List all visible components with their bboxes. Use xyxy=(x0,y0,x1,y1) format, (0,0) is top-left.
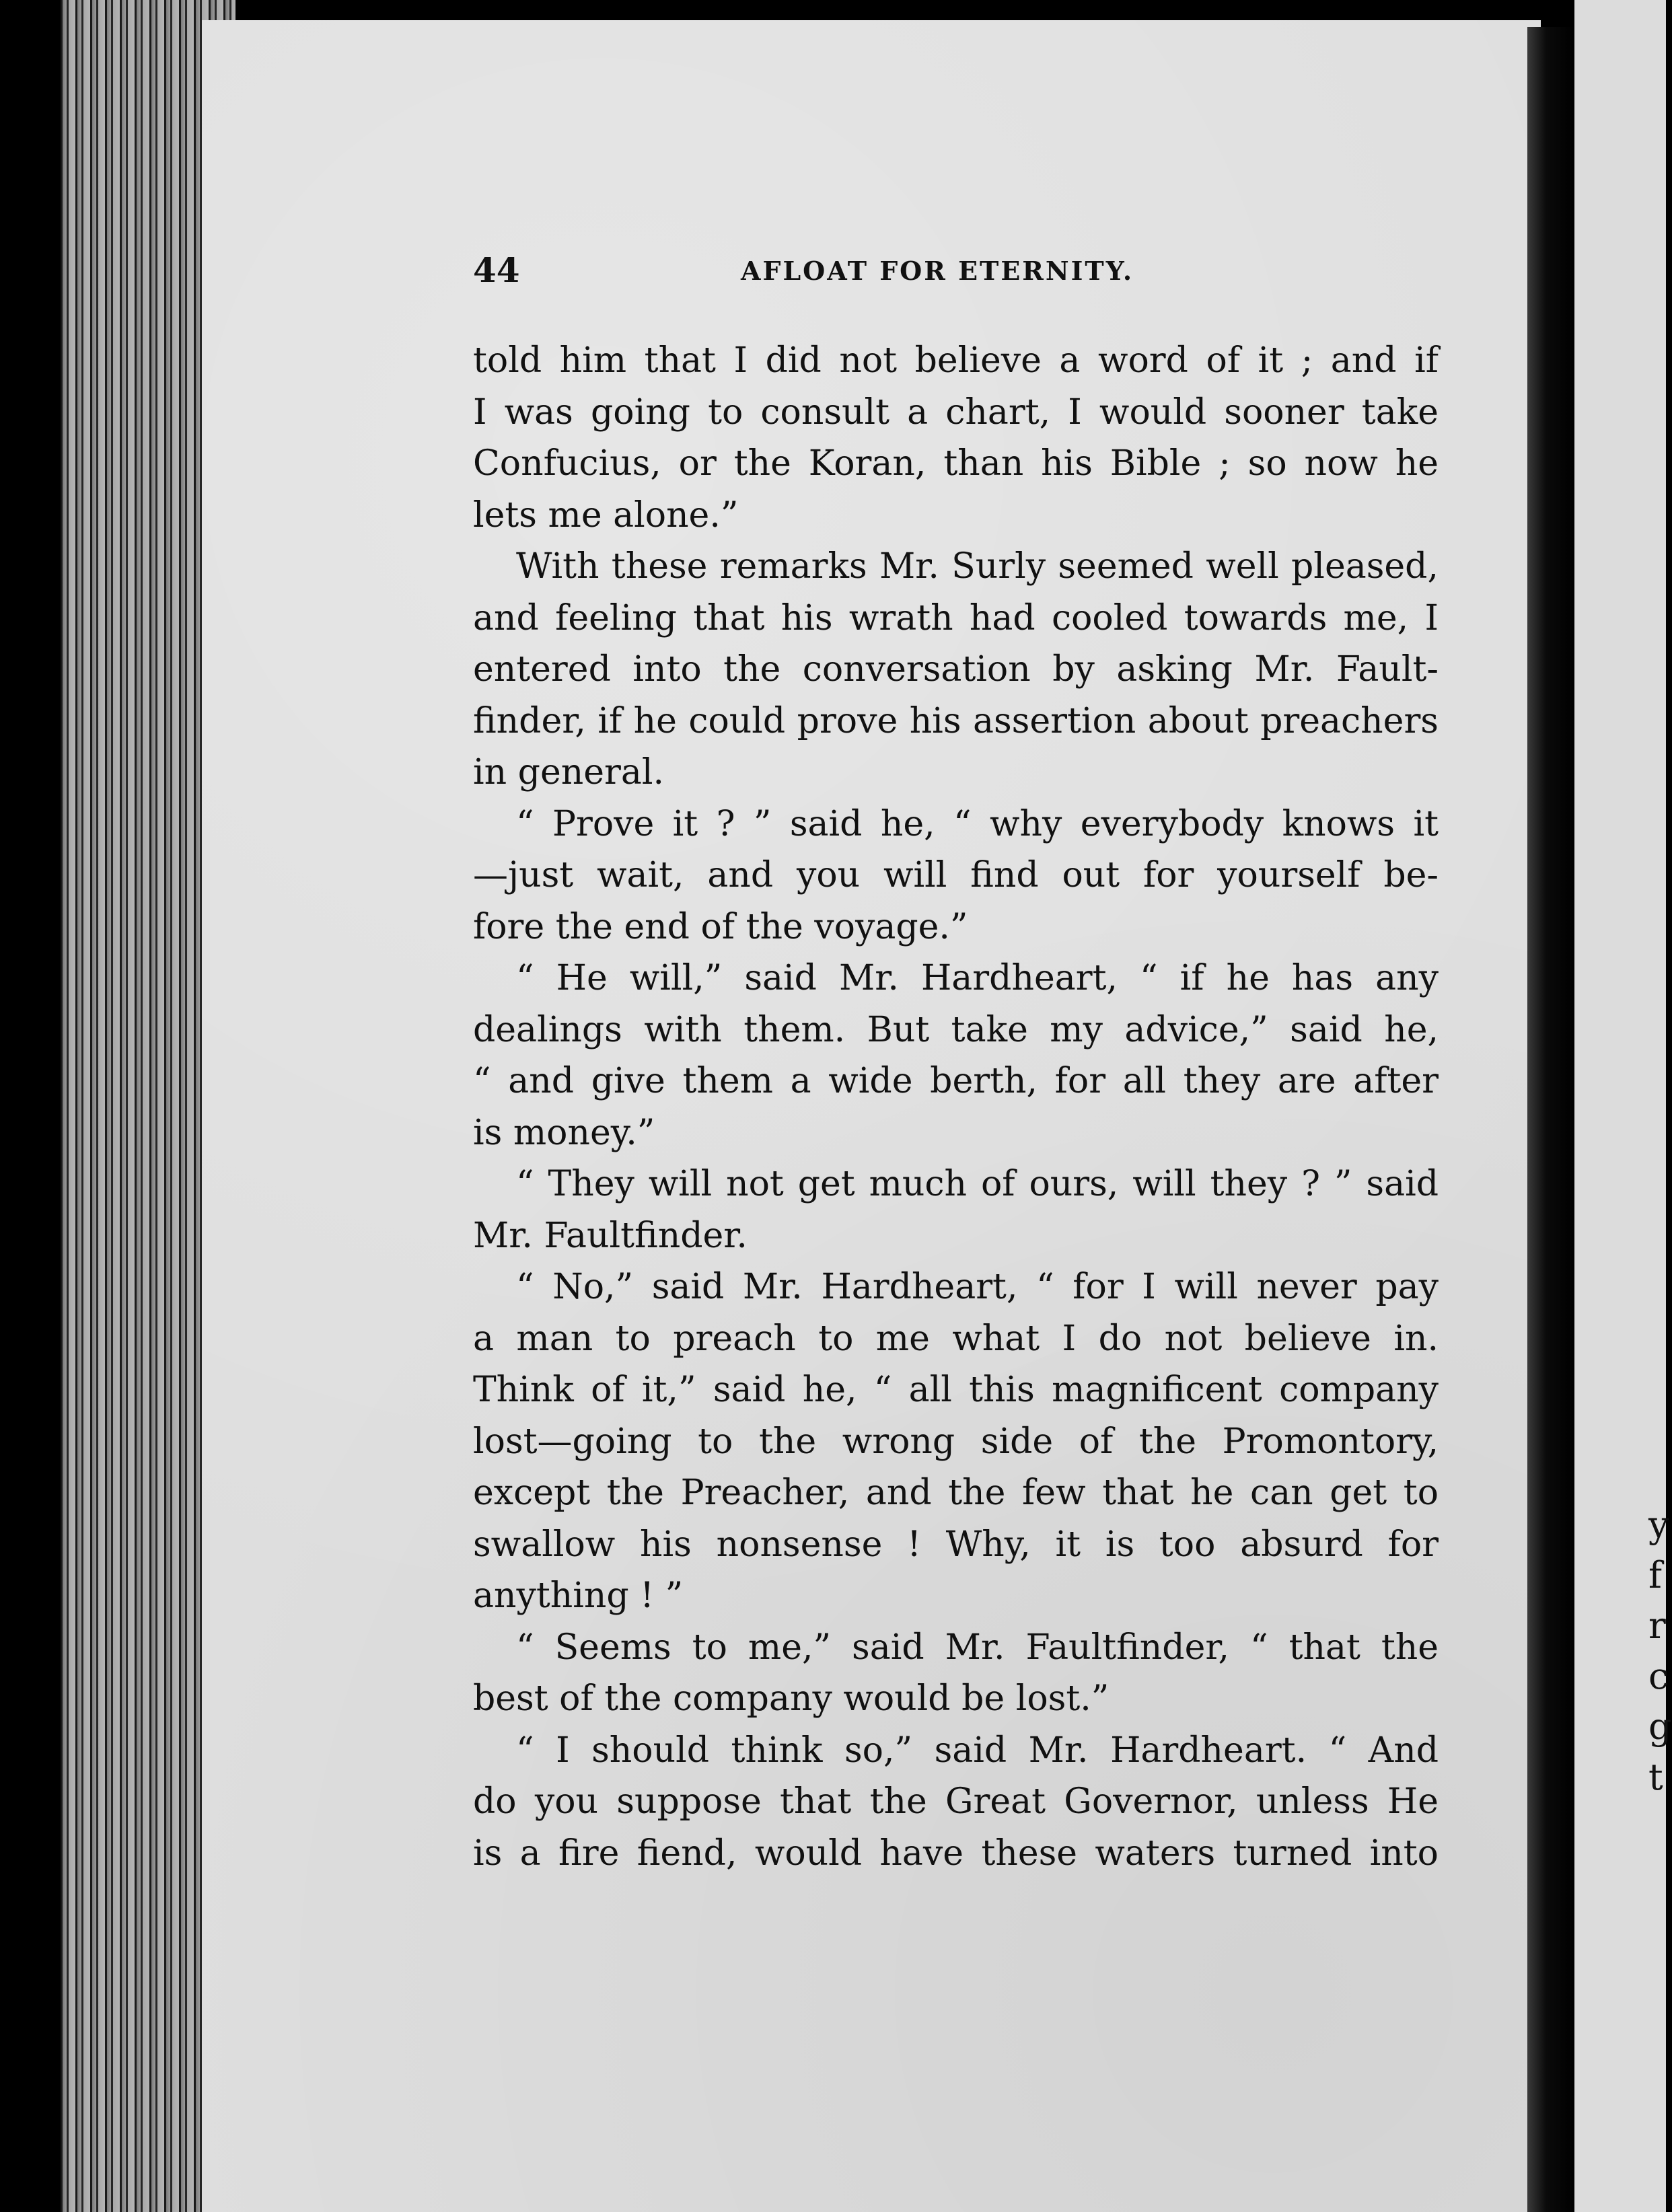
text-line: “ I should think so,” said Mr. Hardheart. “ And xyxy=(516,1730,1439,1771)
running-title: AFLOAT FOR ETERNITY. xyxy=(741,256,1134,286)
text-line: Think of it,” said he, “ all this magnificent company xyxy=(473,1370,1439,1410)
text-line: except the Preacher, and the few that he can get to xyxy=(473,1473,1439,1513)
text-line: fore the end of the voyage.” xyxy=(473,906,968,947)
text-line: —just wait, and you will find out for yourself be- xyxy=(473,855,1439,895)
next-page-fragment: y xyxy=(1648,1504,1669,1546)
next-page-fragment: f xyxy=(1648,1554,1662,1596)
text-line: I was going to consult a chart, I would sooner take xyxy=(473,392,1439,433)
text-line: finder, if he could prove his assertion about preachers xyxy=(473,700,1439,741)
text-line: told him that I did not believe a word of it ; and if xyxy=(473,340,1439,381)
text-line: and feeling that his wrath had cooled towards me, I xyxy=(473,597,1439,638)
book-binding-gutter xyxy=(1527,27,1574,2212)
text-line: “ and give them a wide berth, for all they are after xyxy=(473,1061,1439,1101)
text-line: is money.” xyxy=(473,1112,655,1153)
text-line: a man to preach to me what I do not believe in. xyxy=(473,1318,1439,1359)
text-line: in general. xyxy=(473,752,664,792)
text-line: “ They will not get much of ours, will they ? ” said xyxy=(516,1164,1439,1204)
text-line: “ No,” said Mr. Hardheart, “ for I will never pay xyxy=(516,1267,1439,1307)
text-line: dealings with them. But take my advice,” said he, xyxy=(473,1009,1439,1050)
text-line: best of the company would be lost.” xyxy=(473,1679,1110,1719)
page-header xyxy=(473,250,1442,291)
next-page-fragment: g xyxy=(1648,1705,1672,1748)
text-line: entered into the conversation by asking Mr. Fault- xyxy=(473,649,1439,690)
text-line: anything ! ” xyxy=(473,1576,684,1616)
text-line: “ He will,” said Mr. Hardheart, “ if he has any xyxy=(516,958,1439,998)
text-line: lets me alone.” xyxy=(473,494,739,536)
next-page-fragment: r xyxy=(1648,1605,1666,1647)
next-page-fragment: c xyxy=(1648,1655,1669,1697)
text-line: “ Prove it ? ” said he, “ why everybody knows it xyxy=(516,803,1439,844)
text-line: “ Seems to me,” said Mr. Faultfinder, “ that the xyxy=(516,1627,1439,1668)
text-line: Confucius, or the Koran, than his Bible ; so now he xyxy=(473,443,1439,484)
text-line: Mr. Faultfinder. xyxy=(473,1215,748,1256)
text-line: do you suppose that the Great Governor, unless He xyxy=(473,1781,1439,1822)
text-line: lost—going to the wrong side of the Promontory, xyxy=(473,1421,1439,1462)
body-text xyxy=(473,335,1439,1879)
page-number: 44 xyxy=(473,250,520,290)
text-line: is a fire fiend, would have these waters turned into xyxy=(473,1833,1439,1874)
next-page-fragment: t xyxy=(1648,1756,1663,1798)
next-page-sliver xyxy=(1574,0,1672,2212)
text-line: swallow his nonsense ! Why, it is too absurd for xyxy=(473,1524,1439,1565)
text-line: With these remarks Mr. Surly seemed well pleased, xyxy=(516,546,1439,587)
